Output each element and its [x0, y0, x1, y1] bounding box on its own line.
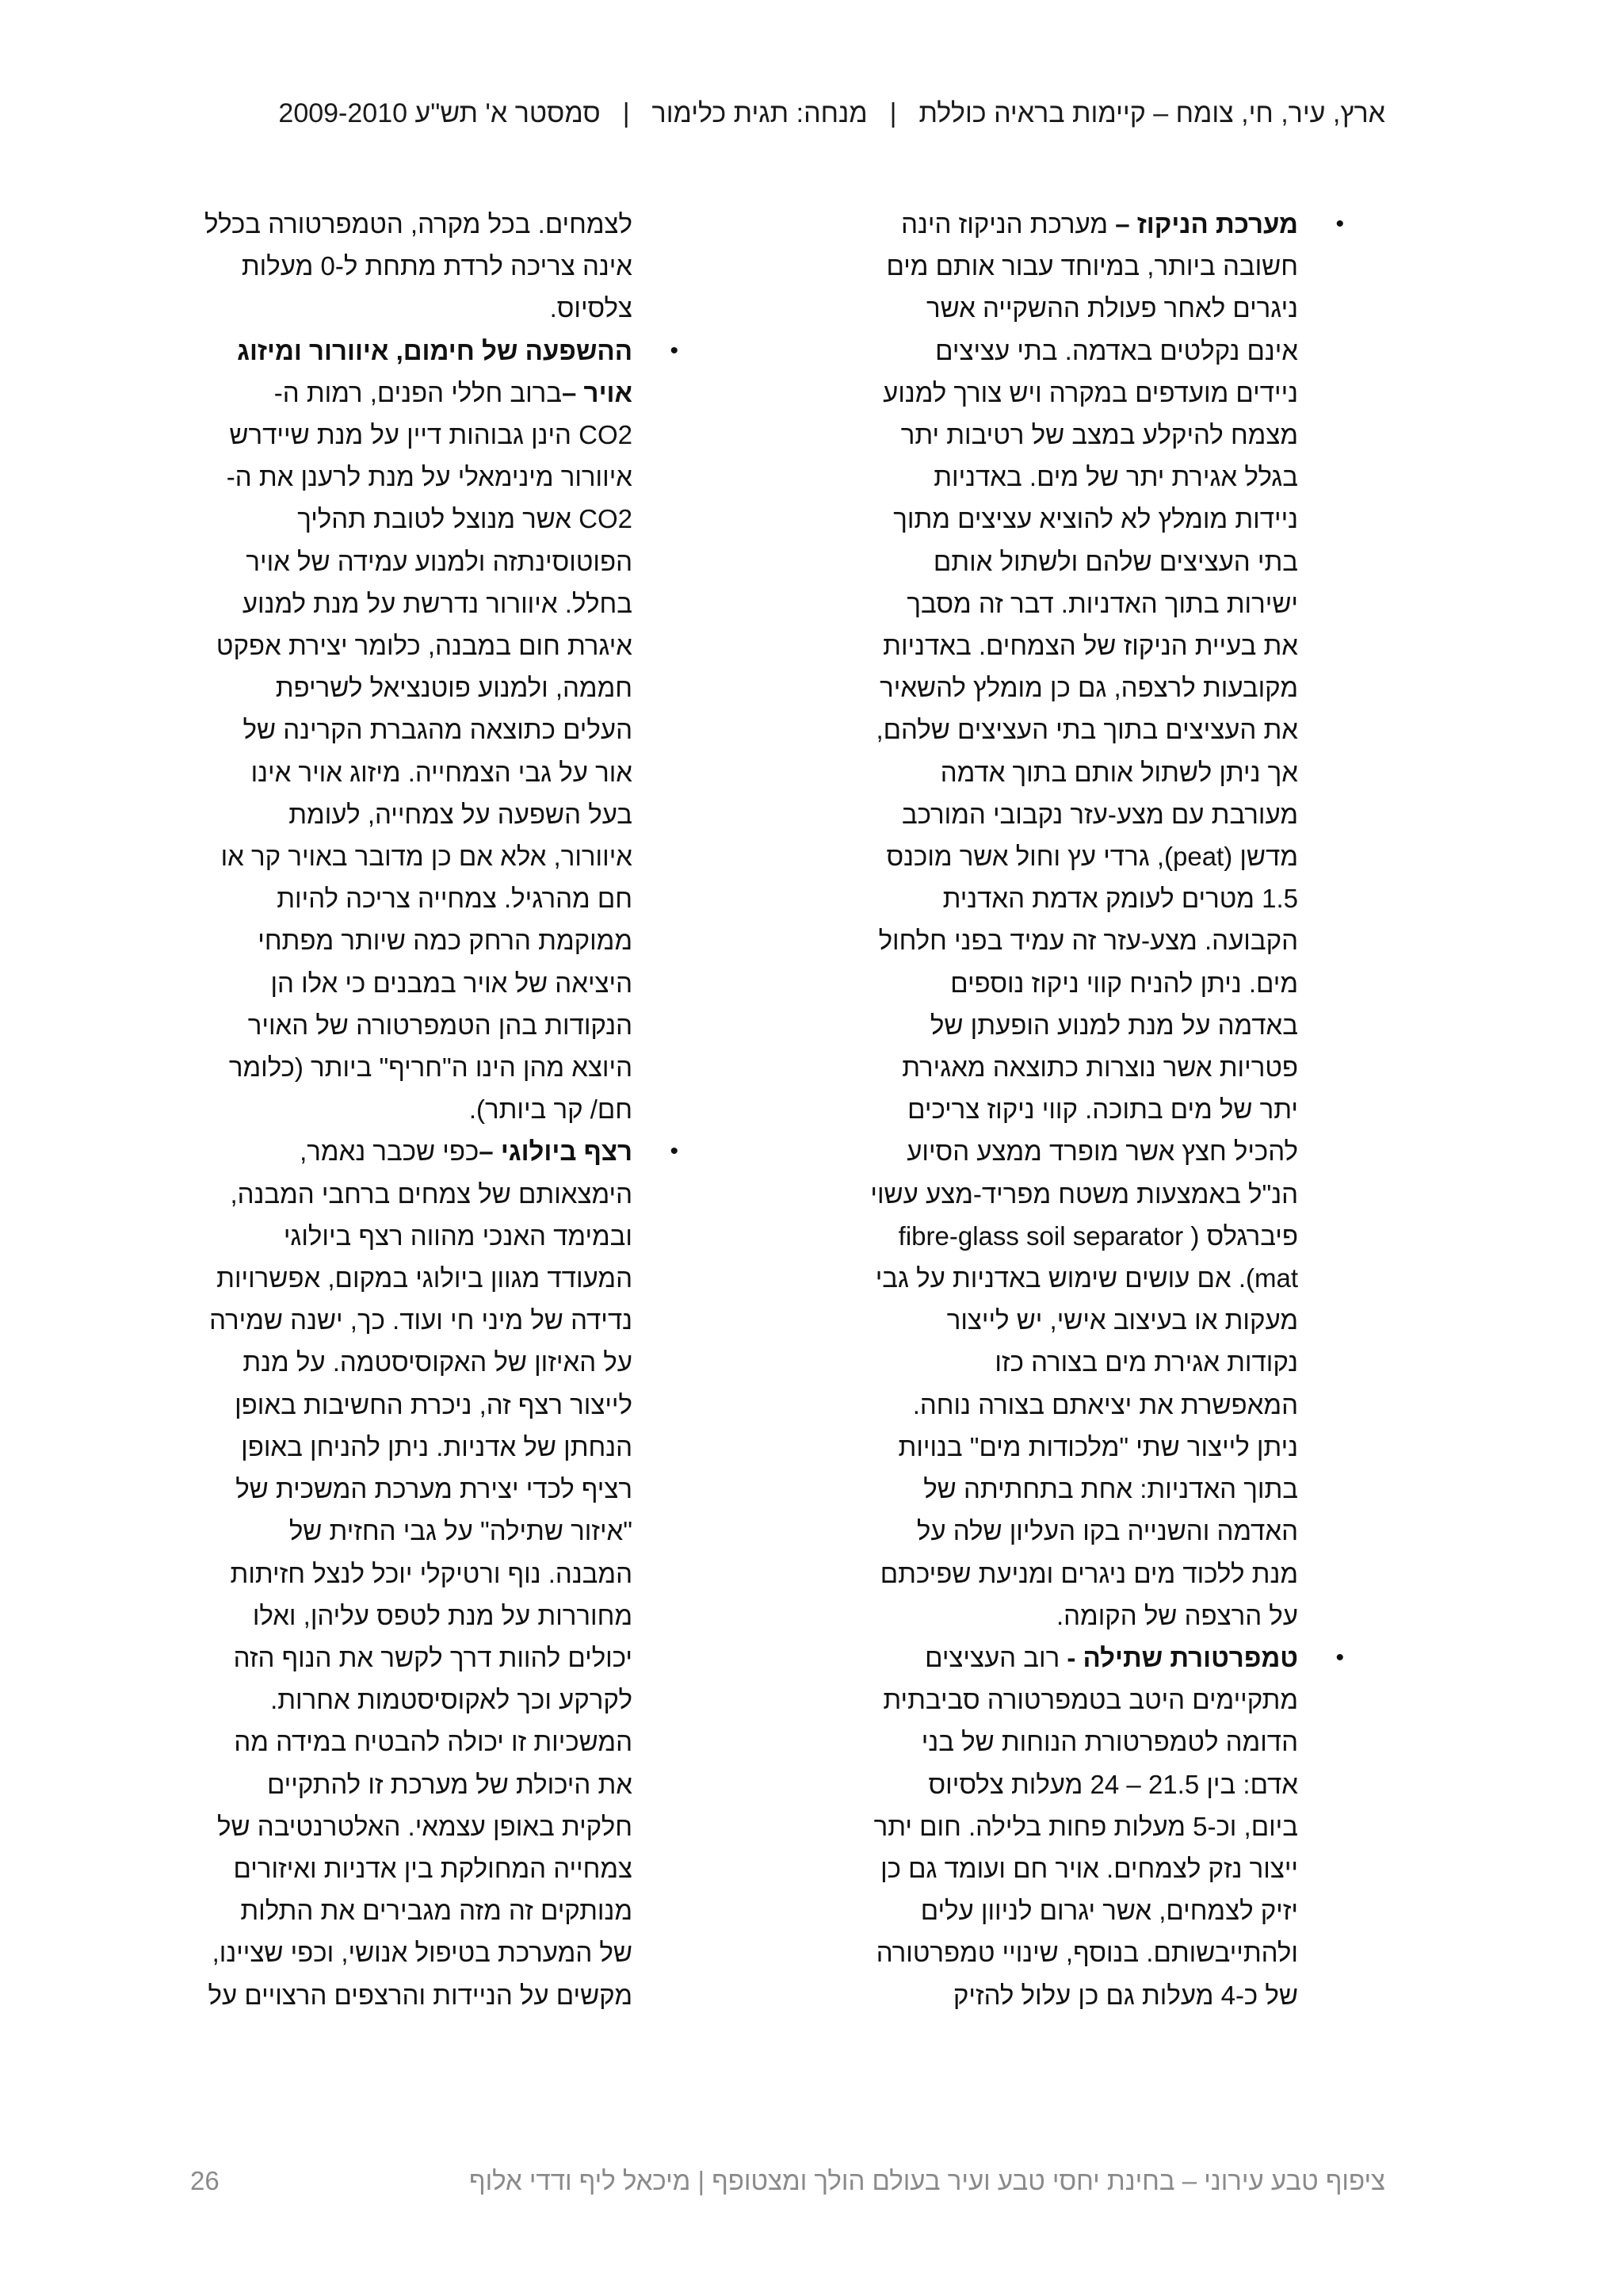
- text-line: היציאה של אויר במבנים כי אלו הן: [270, 968, 632, 998]
- text-line: צלסיוס.: [549, 293, 632, 323]
- text-line: ישירות בתוך האדניות. דבר זה מסבך: [907, 588, 1298, 618]
- text-line: ניתן לייצור שתי "מלכודות מים" בנויות: [898, 1431, 1298, 1461]
- text-line: חממה, ולמנוע פוטנציאל לשריפת: [275, 673, 632, 703]
- biological-section: [169, 1130, 678, 2015]
- text-line: של המערכת בטיפול אנושי, וכפי שציינו,: [212, 1938, 632, 1968]
- text-line: מנותקים זה מזה מגבירים את התלות: [240, 1896, 632, 1926]
- bullet: •: [1335, 1644, 1344, 1671]
- ventilation-after-lead: ברוב חללי הפנים, רמות ה-: [273, 377, 563, 407]
- page-header: [198, 94, 1385, 133]
- text-line: היוצא מהן הינו ה"חריף" ביותר (כלומר: [228, 1052, 632, 1083]
- text-line: חלקית באופן עצמאי. האלטרנטיבה של: [217, 1811, 632, 1841]
- text-line: אך ניתן לשתול אותם בתוך אדמה: [940, 757, 1298, 787]
- text-line: צמחייה המחולקת בין אדניות ואיזורים: [233, 1853, 632, 1883]
- text-line: פטריות אשר נוצרות כתוצאה מאגירת: [902, 1052, 1298, 1083]
- text-line: ובמימד האנכי מהווה רצף ביולוגי: [283, 1221, 632, 1251]
- text-line: חשובה ביותר, במיוחד עבור אותם מים: [886, 251, 1298, 281]
- left-column: [169, 203, 678, 2016]
- text-line: "איזור שתילה" על גבי החזית של: [288, 1516, 632, 1546]
- biological-text: [169, 1173, 632, 2016]
- drainage-text: [799, 203, 1298, 1637]
- text-line: אינה צריכה לרדת מתחת ל-0 מעלות: [241, 251, 632, 281]
- temperature-section: [799, 1637, 1344, 2016]
- text-line: באדמה על מנת למנוע הופעתן של: [930, 1010, 1298, 1040]
- text-line: הנחתן של אדניות. ניתן להניחן באופן: [241, 1431, 632, 1461]
- header-separator: |: [622, 98, 630, 128]
- text-line: מחוררות על מנת לטפס עליהן, ואלו: [252, 1600, 632, 1630]
- text-line: איגרת חום במבנה, כלומר יצירת אפקט: [216, 631, 632, 661]
- text-line: הפוטוסינתזה ולמנוע עמידה של אויר: [246, 546, 632, 576]
- text-line: חם מהרגיל. צמחייה צריכה להיות: [277, 884, 632, 914]
- text-line: מקובעות לרצפה, גם כן מומלץ להשאיר: [880, 673, 1298, 703]
- bullet: •: [670, 1138, 678, 1165]
- text-line: המעודד מגוון ביולוגי במקום, אפשרויות: [216, 1263, 632, 1293]
- text-line: מצמח להיקלע במצב של רטיבות יתר: [900, 420, 1298, 450]
- ventilation-lead-line: [169, 330, 632, 372]
- line-text: מערכת הניקוז הינה: [901, 209, 1116, 239]
- text-line: יתר של מים בתוכה. קווי ניקוז צריכים: [907, 1095, 1298, 1125]
- biological-lead-line: [169, 1130, 632, 1172]
- text-line: ולהתייבשותם. בנוסף, שינויי טמפרטורה: [876, 1938, 1298, 1968]
- section-lead: טמפרטורת שתילה -: [1067, 1642, 1298, 1672]
- text-line: מדשן (peat), גרדי עץ וחול אשר מוכנס: [886, 842, 1298, 872]
- text-line: mat). אם עושים שימוש באדניות על גבי: [875, 1263, 1298, 1293]
- text-line: בגלל אגירת יתר של מים. באדניות: [934, 462, 1298, 492]
- text-line: הנקודות בהן הטמפרטורה של האויר: [247, 1010, 632, 1040]
- bullet: •: [1335, 211, 1344, 237]
- text-line: פיברגלס ( fibre-glass soil separator: [898, 1221, 1298, 1251]
- header-semester: סמסטר א' תש"ע 2009-2010: [278, 98, 601, 128]
- text-line: בתוך האדניות: אחת בתחתיתה של: [923, 1474, 1298, 1504]
- header-mentor: מנחה: תגית כלימור: [651, 98, 868, 128]
- drainage-section: [799, 203, 1344, 1637]
- text-line: יזיק לצמחים, אשר יגרום לניוון עלים: [920, 1896, 1298, 1926]
- text-line: מעורבת עם מצע-עזר נקבובי המורכב: [901, 799, 1298, 829]
- text-line: לקרקע וכך לאקוסיסטמות אחרות.: [270, 1685, 632, 1715]
- text-line: מתקיימים היטב בטמפרטורה סביבתית: [883, 1685, 1298, 1715]
- bullet: •: [670, 337, 678, 364]
- temperature-text: [799, 1637, 1298, 2016]
- text-line: ביום, וכ-5 מעלות פחות בלילה. חום יתר: [873, 1811, 1298, 1841]
- ventilation-lead-2: אויר –: [562, 377, 632, 407]
- text-line: בעל השפעה על צמחייה, לעומת: [288, 799, 632, 829]
- header-separator: |: [889, 98, 897, 128]
- ventilation-lead-line-2: [169, 372, 632, 414]
- text-line: המאפשרת את יציאתם בצורה נוחה.: [912, 1389, 1298, 1419]
- text-line: אדם: בין 21.5 – 24 מעלות צלסיוס: [928, 1769, 1298, 1799]
- text-line: ניגרים לאחר פעולת ההשקייה אשר: [926, 293, 1298, 323]
- text-line: העלים כתוצאה מהגברת הקרינה של: [242, 715, 632, 745]
- right-column: [799, 203, 1344, 2016]
- biological-lead: רצף ביולוגי –: [479, 1137, 632, 1167]
- header-title: ארץ, עיר, חי, צומח – קיימות בראיה כוללת: [918, 98, 1385, 128]
- text-line: המבנה. נוף ורטיקלי יוכל לנצל חזיתות: [230, 1558, 632, 1588]
- ventilation-text: [169, 414, 632, 1130]
- text-line: האדמה והשנייה בקו העליון שלה על: [916, 1516, 1298, 1546]
- text-line: על האיזון של האקוסיסטמה. על מנת: [242, 1347, 632, 1377]
- text-line: להכיל חצץ אשר מופרד ממצע הסיוע: [907, 1137, 1298, 1167]
- text-line: ממוקמת הרחק כמה שיותר מפתחי: [258, 926, 632, 956]
- text-line: הימצאותם של צמחים ברחבי המבנה,: [230, 1179, 632, 1209]
- text-line: הנ"ל באמצעות משטח מפריד-מצע עשוי: [870, 1179, 1298, 1209]
- text-line: לצמחים. בכל מקרה, הטמפרטורה בכלל: [204, 209, 632, 239]
- text-line: הקבועה. מצע-עזר זה עמיד בפני חלחול: [878, 926, 1298, 956]
- text-line: רציף לכדי יצירת מערכת המשכית של: [235, 1474, 632, 1504]
- ventilation-section: [169, 330, 678, 1131]
- text-line: מעקות או בעיצוב אישי, יש לייצור: [946, 1305, 1298, 1335]
- page-number: 26: [190, 2166, 220, 2195]
- text-line: את היכולת של מערכת זו להתקיים: [266, 1769, 632, 1799]
- text-line: איוורור מינימאלי על מנת לרענן את ה-: [226, 462, 632, 492]
- text-line: ניידות מומלץ לא להוציא עציצים מתוך: [893, 504, 1298, 534]
- text-line: נקודות אגירת מים בצורה כזו: [995, 1347, 1298, 1377]
- text-line: את העציצים בתוך בתי העציצים שלהם,: [876, 715, 1298, 745]
- text-line: חם/ קר ביותר).: [468, 1095, 632, 1125]
- text-line: 1.5 מטרים לעומק אדמת האדנית: [942, 884, 1298, 914]
- text-line: CO2 אשר מנוצל לטובת תהליך: [297, 504, 632, 534]
- text-line: את בעיית הניקוז של הצמחים. באדניות: [883, 631, 1298, 661]
- text-line: [799, 1637, 1298, 1679]
- text-line: CO2 הינן גבוהות דיין על מנת שיידרש: [229, 420, 632, 450]
- text-line: יכולים להוות דרך לקשר את הנוף הזה: [233, 1642, 632, 1672]
- footer-credit: ציפוף טבע עירוני – בחינת יחסי טבע ועיר בעולם הולך ומצטופף | מיכאל ליף ודדי אלוף: [469, 2166, 1385, 2195]
- text-line: מים. ניתן להניח קווי ניקוז נוספים: [950, 968, 1298, 998]
- text-line: ייצור נזק לצמחים. אויר חם ועומד גם כן: [880, 1853, 1298, 1883]
- text-line: אור על גבי הצמחייה. מיזוג אויר אינו: [250, 757, 632, 787]
- text-line: בחלל. איוורור נדרשת על מנת למנוע: [242, 588, 632, 618]
- ventilation-lead: ההשפעה של חימום, איוורור ומיזוג: [237, 335, 632, 365]
- text-line: המשכיות זו יכולה להבטיח במידה מה: [234, 1727, 632, 1757]
- text-line: ניידים מועדפים במקרה ויש צורך למנוע: [883, 377, 1298, 407]
- text-line: מקשים על הניידות והרצפים הרצויים על: [208, 1980, 632, 2010]
- line-text: רוב העציצים: [925, 1642, 1067, 1672]
- text-line: על הרצפה של הקומה.: [1056, 1600, 1298, 1630]
- text-line: לייצור רצף זה, ניכרת החשיבות באופן: [235, 1389, 632, 1419]
- text-line: [799, 203, 1298, 245]
- text-line: נדידה של מיני חי ועוד. כך, ישנה שמירה: [209, 1305, 632, 1335]
- biological-after-lead: כפי שכבר נאמר,: [300, 1137, 479, 1167]
- text-line: בתי העציצים שלהם ולשתול אותם: [933, 546, 1298, 576]
- continuation-text: [169, 203, 632, 330]
- section-lead: מערכת הניקוז –: [1115, 209, 1298, 239]
- text-line: איוורור, אלא אם כן מדובר באויר קר או: [220, 842, 632, 872]
- text-line: הדומה לטמפרטורת הנוחות של בני: [921, 1727, 1298, 1757]
- text-line: אינם נקלטים באדמה. בתי עציצים: [935, 335, 1298, 365]
- text-line: של כ-4 מעלות גם כן עלול להזיק: [953, 1980, 1298, 2010]
- text-line: מנת ללכוד מים ניגרים ומניעת שפיכתם: [880, 1558, 1298, 1588]
